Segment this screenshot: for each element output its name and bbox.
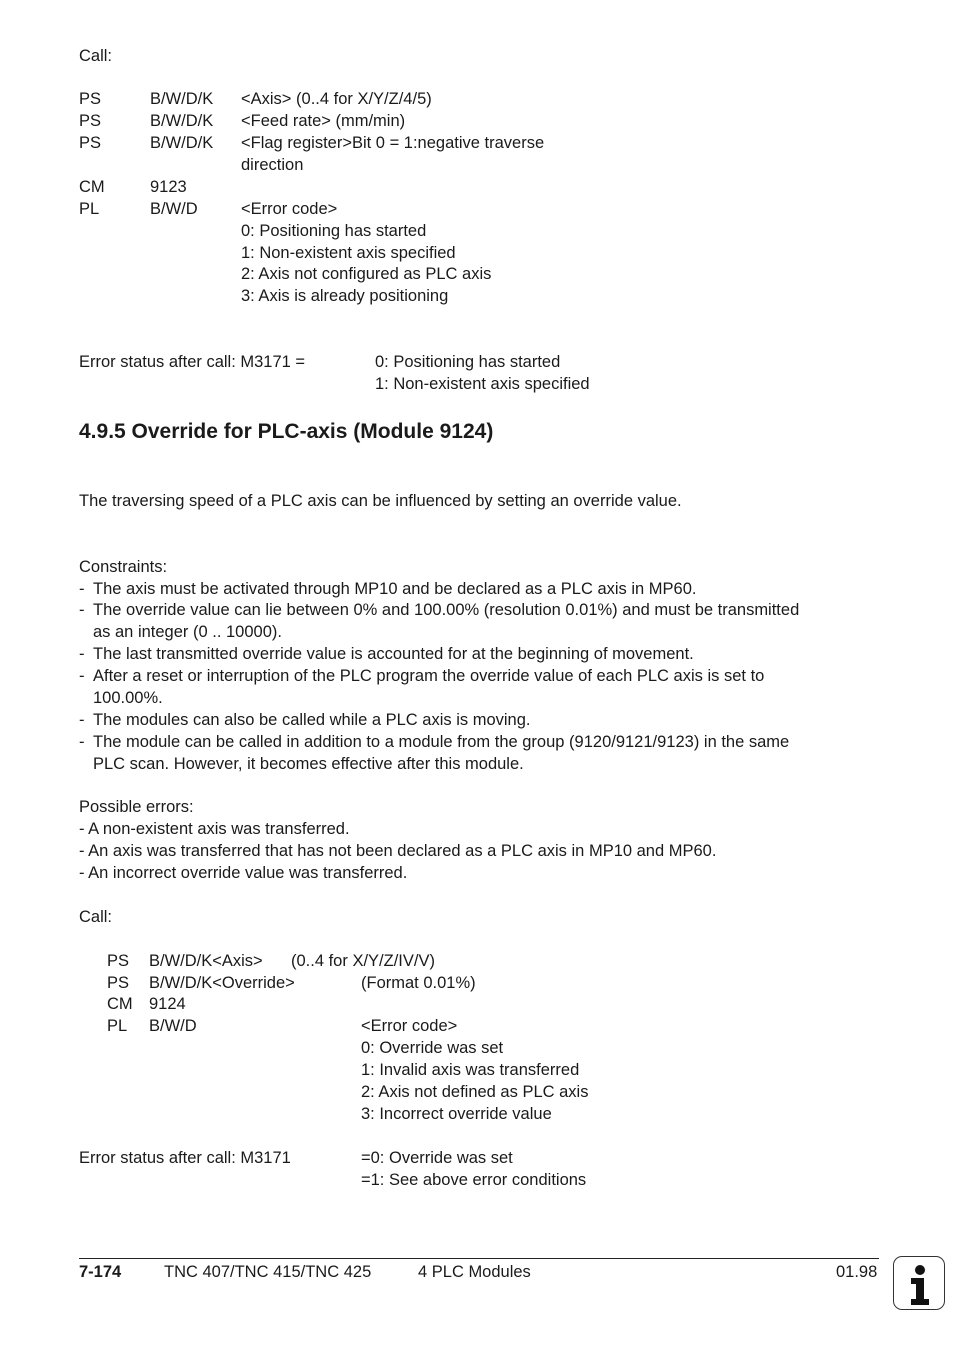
- error-status-value: =1: See above error conditions: [361, 1171, 587, 1189]
- call-desc: 1: Non-existent axis specified: [241, 244, 456, 262]
- list-bullet: -: [79, 711, 85, 729]
- list-bullet: -: [79, 667, 85, 685]
- error-item: - An incorrect override value was transferred.: [79, 864, 408, 882]
- section-heading: 4.9.5 Override for PLC-axis (Module 9124): [79, 420, 494, 443]
- error-status-value: =0: Override was set: [361, 1149, 513, 1167]
- constraint-item: as an integer (0 .. 10000).: [93, 623, 282, 641]
- call-desc: 2: Axis not configured as PLC axis: [241, 265, 492, 283]
- call-label: Call:: [79, 908, 113, 926]
- call-desc: direction: [241, 156, 304, 174]
- footer-chapter: 4 PLC Modules: [418, 1263, 531, 1281]
- info-glyph: [894, 1257, 946, 1311]
- call-op: PL: [107, 1017, 128, 1035]
- constraint-item: The module can be called in addition to a module from the group (9120/9121/9123) in the same: [93, 733, 790, 751]
- call-desc: <Error code>: [361, 1017, 458, 1035]
- call-type: B/W/D/K<Axis>: [149, 952, 263, 970]
- footer-date: 01.98: [836, 1263, 878, 1281]
- constraint-item: The axis must be activated through MP10 and be declared as a PLC axis in MP60.: [93, 580, 697, 598]
- call-op: PS: [79, 90, 102, 108]
- call-type: 9123: [150, 178, 187, 196]
- call-label: Call:: [79, 47, 113, 65]
- page-number: 7-174: [79, 1263, 122, 1281]
- call-desc: <Feed rate> (mm/min): [241, 112, 406, 130]
- list-bullet: -: [79, 733, 85, 751]
- call-desc: 2: Axis not defined as PLC axis: [361, 1083, 589, 1101]
- call-desc: (Format 0.01%): [361, 974, 476, 992]
- constraint-item: After a reset or interruption of the PLC program the override value of each PLC axis is set to: [93, 667, 765, 685]
- call-type: B/W/D: [149, 1017, 197, 1035]
- error-status-label: Error status after call: M3171: [79, 1149, 291, 1167]
- constraint-item: The last transmitted override value is accounted for at the beginning of movement.: [93, 645, 694, 663]
- info-icon[interactable]: [893, 1256, 945, 1310]
- constraint-item: 100.00%.: [93, 689, 163, 707]
- call-desc: 0: Override was set: [361, 1039, 504, 1057]
- call-desc: <Flag register>Bit 0 = 1:negative traverse: [241, 134, 545, 152]
- error-status-value: 0: Positioning has started: [375, 353, 561, 371]
- errors-label: Possible errors:: [79, 798, 194, 816]
- call-desc: 3: Incorrect override value: [361, 1105, 552, 1123]
- constraint-item: The modules can also be called while a PLC axis is moving.: [93, 711, 531, 729]
- constraint-item: PLC scan. However, it becomes effective after this module.: [93, 755, 524, 773]
- call-type: B/W/D/K: [150, 112, 214, 130]
- call-desc: (0..4 for X/Y/Z/IV/V): [291, 952, 435, 970]
- call-op: CM: [79, 178, 105, 196]
- error-item: - An axis was transferred that has not been declared as a PLC axis in MP10 and MP60.: [79, 842, 717, 860]
- list-bullet: -: [79, 580, 85, 598]
- error-status-value: 1: Non-existent axis specified: [375, 375, 590, 393]
- call-desc: <Error code>: [241, 200, 338, 218]
- error-item: - A non-existent axis was transferred.: [79, 820, 350, 838]
- call-op: PL: [79, 200, 100, 218]
- call-op: PS: [107, 974, 130, 992]
- call-type: B/W/D/K<Override>: [149, 974, 295, 992]
- call-op: PS: [79, 112, 102, 130]
- call-desc: 3: Axis is already positioning: [241, 287, 449, 305]
- call-type: B/W/D: [150, 200, 198, 218]
- footer-product: TNC 407/TNC 415/TNC 425: [164, 1263, 372, 1281]
- call-desc: <Axis> (0..4 for X/Y/Z/4/5): [241, 90, 432, 108]
- call-type: B/W/D/K: [150, 90, 214, 108]
- constraint-item: The override value can lie between 0% and 100.00% (resolution 0.01%) and must be transmitted: [93, 601, 800, 619]
- call-op: PS: [107, 952, 130, 970]
- intro-paragraph: The traversing speed of a PLC axis can be influenced by setting an override value.: [79, 492, 682, 510]
- footer-rule: [79, 1258, 879, 1259]
- call-op: PS: [79, 134, 102, 152]
- list-bullet: -: [79, 601, 85, 619]
- constraints-label: Constraints:: [79, 558, 168, 576]
- call-type: B/W/D/K: [150, 134, 214, 152]
- list-bullet: -: [79, 645, 85, 663]
- call-desc: 0: Positioning has started: [241, 222, 427, 240]
- call-desc: 1: Invalid axis was transferred: [361, 1061, 580, 1079]
- call-type: 9124: [149, 995, 186, 1013]
- call-op: CM: [107, 995, 133, 1013]
- error-status-label: Error status after call: M3171 =: [79, 353, 306, 371]
